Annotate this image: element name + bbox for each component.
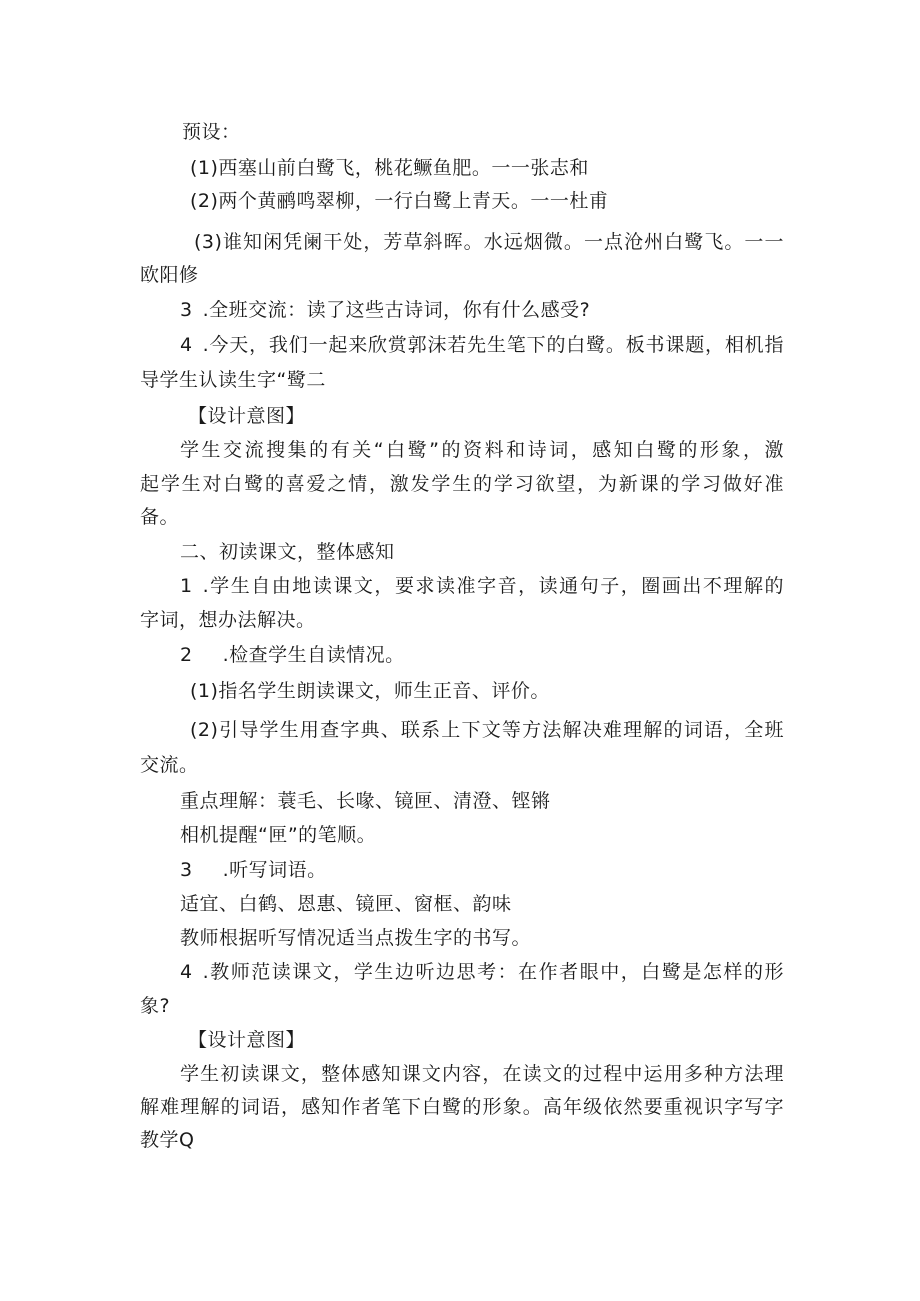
poem-1-number: (1) bbox=[190, 157, 219, 179]
section2-heading: 二、初读课文，整体感知 bbox=[180, 541, 395, 563]
poem-2-text: 两个黄鹂鸣翠柳，一行白鹭上青天。一一杜甫 bbox=[218, 190, 609, 212]
s2-step1-text-line1: .学生自由地读课文，要求读准字音，读通句子，圈画出不理解的 bbox=[202, 575, 784, 597]
s2-step4-text-line1: .教师范读课文，学生边听边思考：在作者眼中，白鹭是怎样的形 bbox=[202, 961, 784, 983]
poem-2 bbox=[190, 189, 608, 213]
dictation-words: 适宜、白鹤、恩惠、镜匣、窗框、韵味 bbox=[180, 893, 512, 915]
poem-3-text-line1: 谁知闲凭阑干处，芳草斜晖。水远烟微。一点沧州白鹭飞。一一 bbox=[222, 231, 784, 253]
s2-step3-text: .听写词语。 bbox=[222, 859, 327, 881]
s2-step2b-text-line2: 交流。 bbox=[140, 754, 199, 776]
step-a3 bbox=[180, 298, 590, 322]
poem-1 bbox=[190, 156, 589, 180]
step-a3-number: 3 bbox=[180, 299, 193, 321]
s2-step2b-number: (2) bbox=[190, 719, 219, 741]
poem-1-text: 西塞山前白鹭飞，桃花鳜鱼肥。一一张志和 bbox=[218, 157, 589, 179]
s2-step2a-number: (1) bbox=[190, 680, 219, 702]
poem-3 bbox=[194, 230, 784, 254]
intent1-heading: 【设计意图】 bbox=[188, 405, 306, 427]
s2-step2-number: 2 bbox=[180, 644, 193, 666]
step-a4-text-line2: 导学生认读生字“鹭二 bbox=[140, 369, 326, 391]
s2-step3 bbox=[180, 858, 327, 882]
s2-step3-number: 3 bbox=[180, 859, 193, 881]
s2-step2-text: .检查学生自读情况。 bbox=[222, 644, 405, 666]
intent1-line3: 备。 bbox=[140, 506, 180, 528]
poem-3-number: (3) bbox=[194, 231, 223, 253]
step-a4-number: 4 bbox=[180, 334, 193, 356]
s2-step2a bbox=[190, 679, 550, 703]
dictation-note: 教师根据听写情况适当点拨生字的书写。 bbox=[180, 927, 532, 949]
key-terms: 重点理解：蓑毛、长喙、镜匣、清澄、铿锵 bbox=[180, 790, 551, 812]
intent2-line1: 学生初读课文，整体感知课文内容，在读文的过程中运用多种方法理 bbox=[180, 1063, 784, 1085]
intent2-line2: 解难理解的词语，感知作者笔下白鹭的形象。高年级依然要重视识字写字 bbox=[140, 1096, 784, 1118]
stroke-order-reminder: 相机提醒“匣”的笔顺。 bbox=[180, 824, 377, 846]
intent2-heading: 【设计意图】 bbox=[188, 1029, 306, 1051]
s2-step4 bbox=[180, 960, 784, 984]
step-a4-text-line1: .今天，我们一起来欣赏郭沫若先生笔下的白鹭。板书课题，相机指 bbox=[202, 334, 784, 356]
poem-2-number: (2) bbox=[190, 190, 219, 212]
step-a3-text: .全班交流：读了这些古诗词，你有什么感受? bbox=[202, 299, 591, 321]
s2-step2b-text-line1: 引导学生用查字典、联系上下文等方法解决难理解的词语，全班 bbox=[218, 719, 784, 741]
s2-step4-text-line2: 象? bbox=[140, 995, 171, 1017]
poem-3-author: 欧阳修 bbox=[140, 264, 199, 286]
preset-label: 预设： bbox=[182, 121, 241, 143]
intent2-line3: 教学Q bbox=[140, 1129, 195, 1151]
s2-step2b bbox=[190, 718, 784, 742]
s2-step2 bbox=[180, 643, 405, 667]
step-a4 bbox=[180, 333, 784, 357]
s2-step1-number: 1 bbox=[180, 575, 193, 597]
intent1-line1: 学生交流搜集的有关“白鹭”的资料和诗词，感知白鹭的形象，激 bbox=[180, 439, 784, 461]
s2-step1 bbox=[180, 574, 784, 598]
s2-step4-number: 4 bbox=[180, 961, 193, 983]
s2-step2a-text: 指名学生朗读课文，师生正音、评价。 bbox=[218, 680, 550, 702]
s2-step1-text-line2: 字词，想办法解决。 bbox=[140, 609, 316, 631]
intent1-line2: 起学生对白鹭的喜爱之情，激发学生的学习欲望，为新课的学习做好准 bbox=[140, 473, 784, 495]
